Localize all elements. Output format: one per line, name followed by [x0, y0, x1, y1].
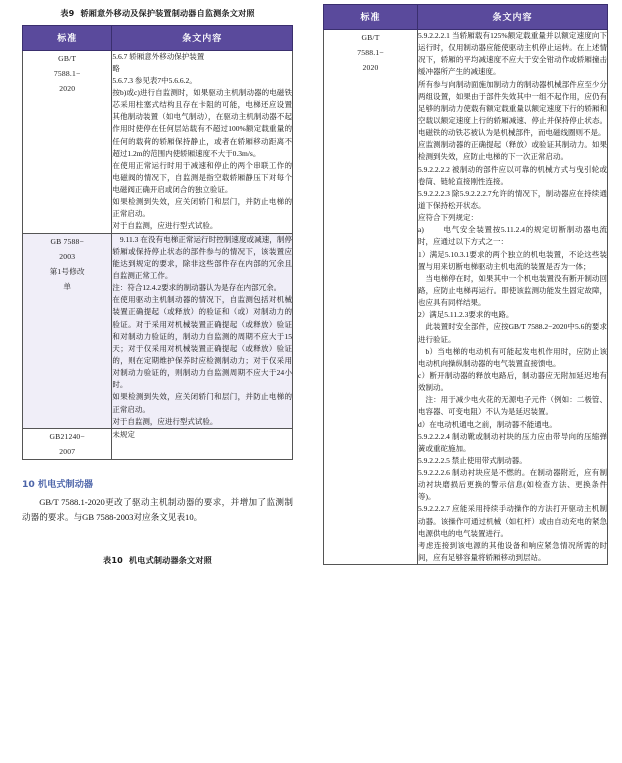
- spacer: [22, 525, 293, 551]
- clause-paragraph: 注：符合12.4.2要求的制动器认为是存在内部冗余。: [112, 283, 282, 293]
- table9-body: [23, 50, 293, 460]
- content-cell: [112, 428, 293, 459]
- clause-paragraph: 5.9.2.2.2.1 当轿厢载有125%额定载重量并以额定速度向下运行时，仅用制动器应能使驱动主机停止运转。在上述情况下，轿厢的平均减速度不应大于安全钳动作或轿厢撞击缓冲器所产生的减速度。: [418, 31, 607, 77]
- clause-paragraph: 对于自监测，应进行型式试验。: [112, 221, 218, 231]
- clause-paragraph: 5.9.2.2.2.7 应能采用持续手动操作的方法打开驱动主机制动器。该操作可通过机械（如杠杆）或由自动充电的紧急电源供电的电气装置进行。: [418, 504, 607, 538]
- table-row: [324, 30, 608, 565]
- standard-line: 7588.1−: [53, 68, 81, 78]
- table9-col-content: 条文内容: [112, 25, 293, 50]
- section-heading-10: 10 机电式制动器: [22, 479, 94, 491]
- content-cell: [112, 50, 293, 233]
- standard-line: 2020: [362, 63, 379, 73]
- clause-paragraph: 对于自监测，应进行型式试验。: [112, 416, 218, 426]
- clause-paragraph: 未规定: [112, 429, 135, 439]
- clause-paragraph: 当电梯停在时，如果其中一个机电装置没有断开制动回路，应防止电梯再运行。即使该监测功能发生固定故障，也应具有同样结果。: [418, 273, 607, 308]
- content-cell: [112, 233, 293, 428]
- clause-paragraph: 注：用于减少电火花的无源电子元件（例如：二极管、电容器、可变电阻）不认为是延迟装置。: [418, 395, 607, 417]
- standard-line: 2003: [59, 251, 76, 261]
- clause-paragraph: 5.6.7.3 参见表7中5.6.6.2。: [112, 75, 197, 85]
- clause-paragraph: 考虑连接到该电源的其他设备和响应紧急情况所需的时间，应有足够容量将轿厢移动到层站。: [418, 540, 607, 563]
- clause-paragraph: 5.9.2.2.2.3 除5.9.2.2.2.7允许的情况下，制动器应在持续通道下保持松开状态。: [418, 188, 607, 210]
- table9-caption-title: 轿厢意外移动及保护装置制动器自监测条文对照: [80, 8, 255, 18]
- clause-paragraph: 5.9.2.2.2.6 制动衬块应是不燃的。在制动器附近，应有制动衬块磨损后更换的警示信息(如检查方法、更换条件等)。: [418, 468, 607, 502]
- clause-paragraph: 应符合下列规定：: [418, 213, 479, 223]
- clause-paragraph: 如果检测到失效，应关闭轿门和层门，并防止电梯的正常启动。: [112, 197, 292, 219]
- right-column: [311, 0, 622, 763]
- standard-line: GB 7588−: [50, 236, 84, 246]
- table10-col-standard: 标准: [324, 5, 418, 30]
- clause-paragraph: 如果检测到失效，应关闭轿门和层门，并防止电梯的正常启动。: [112, 392, 292, 414]
- clause-paragraph: 略: [112, 63, 120, 73]
- clause-paragraph: 在使用正常运行时用于减速和停止的两个串联工作的电磁阀的情况下，自监测是指空载轿厢静压下对每个电磁阀正确开启或闭合的独立验证。: [112, 160, 292, 195]
- table9-caption: [22, 8, 293, 19]
- standard-line: GB/T: [58, 53, 77, 63]
- table10-col-content: 条文内容: [418, 5, 608, 30]
- table10-head: [324, 5, 608, 30]
- table-row: [23, 428, 293, 459]
- standard-line: 2007: [59, 447, 76, 457]
- standard-line: 第1号修改: [49, 267, 85, 276]
- clause-paragraph: 2）满足5.11.2.3要求的电路。: [418, 310, 514, 320]
- clause-paragraph: 5.9.2.2.2.5 禁止使用带式制动器。: [418, 455, 527, 465]
- clause-paragraph: 5.9.2.2.2.4 制动靴或制动衬块的压力应由带导向的压缩弹簧或重砣施加。: [418, 431, 607, 453]
- clause-paragraph: 5.9.2.2.2.2 被制动的部件应以可靠的机械方式与曳引轮或卷筒、链轮直接刚性连接。: [418, 164, 607, 186]
- clause-paragraph: 所有参与向制动面施加制动力的制动器机械部件应至少分两组设置，如果由于部件失效其中一组不起作用，应仍有足够的制动力使载有额定载重量以额定速度下行的轿厢和空载以额定速度上行的轿厢减速、停止并保持停止状态。电磁铁的动铁芯被认为是机械部件，而电磁线圈则不是。: [418, 79, 607, 138]
- clause-paragraph: 此装置时安全部件，应按GB/T 7588.2−2020中5.6的要求进行验证。: [418, 322, 607, 344]
- table9-head: [23, 25, 293, 50]
- clause-paragraph: c）断开制动器的释放电路后，制动器应无附加延迟地有效制动。: [418, 370, 607, 393]
- clause-paragraph: 在使用驱动主机制动器的情况下，自监测包括对机械装置正确提起（或释放）的验证和（或）对制动力的验证。对于采用对机械装置正确提起（或释放）验证和对制动力验证的，制动力自监测的周期不应大于15天；对于仅采用对机械装置正确提起（或释放）验证的，则在定期维护保养时应检测制动力；对于仅采用对制动力验证的，则制动力自监测周期不应大于24小时。: [112, 295, 292, 390]
- clause-paragraph: b）当电梯的电动机有可能起发电机作用时，应防止该电动机向操纵制动器的电气装置直接馈电。: [418, 346, 607, 368]
- standard-line: 2020: [59, 83, 76, 93]
- table9-caption-number: 表9: [60, 8, 75, 18]
- standard-line: 7588.1−: [357, 48, 384, 58]
- clause-paragraph: 9.11.3 在没有电梯正常运行时控制速度或减速，制停轿厢或保持停止状态的部件参与的情况下，该装置应能达到规定的要求，除非这些部件存在内部的冗余且自监测正常工作。: [112, 234, 292, 281]
- table10-caption: [22, 555, 293, 566]
- table10-body: [324, 30, 608, 565]
- standard-line: GB21240−: [49, 431, 85, 441]
- standard-line: 单: [63, 282, 72, 292]
- table9: [22, 25, 293, 461]
- clause-paragraph: 应监测制动器的正确提起（释放）或验证其制动力。如果检测到失效，应防止电梯的下一次正常启动。: [418, 140, 607, 162]
- table10-caption-title: 机电式制动器条文对照: [129, 555, 212, 566]
- table9-header-row: [23, 25, 293, 50]
- clause-paragraph: 5.6.7 轿厢意外移动保护装置: [112, 51, 205, 61]
- section-paragraph: GB/T 7588.1-2020更改了驱动主机制动器的要求，并增加了监测制动器的要求。与GB 7588-2003对应条文见表10。: [22, 497, 293, 523]
- clause-paragraph: 1）满足5.10.3.1要求的两个独立的机电装置，不论这些装置与用来切断电梯驱动主机电流的装置是否为一体；: [418, 249, 607, 271]
- table-row: [23, 50, 293, 233]
- clause-paragraph: d）在电动机通电之前，制动器不能通电。: [418, 419, 557, 429]
- clause-paragraph: a) 电气安全装置按5.11.2.4的规定切断制动器电流时，应通过以下方式之一：: [418, 225, 607, 247]
- standard-cell: [324, 30, 418, 565]
- content-cell: [418, 30, 608, 565]
- standard-cell: [23, 50, 112, 233]
- table9-col-standard: 标准: [23, 25, 112, 50]
- table-row: [23, 233, 293, 428]
- standard-line: GB/T: [361, 33, 380, 42]
- clause-paragraph: 按b)或c)进行自监测时，如果驱动主机制动器的电磁铁芯采用柱塞式结构且存在卡阻的可能，电梯还应设置其他制动装置（如电气制动），在驱动主机制动器不起作用时使停在任何层站载有不超过100%额定载重量的任何的载荷的轿厢保持静止，或者在轿厢移动距离不超过1.2m的范围内使轿厢速度不大于0.3m/s。: [112, 87, 292, 158]
- table10: [323, 4, 608, 565]
- table10-caption-number: 表10: [103, 555, 123, 566]
- table10-header-row: [324, 5, 608, 30]
- standard-cell: [23, 233, 112, 428]
- standard-cell: [23, 428, 112, 459]
